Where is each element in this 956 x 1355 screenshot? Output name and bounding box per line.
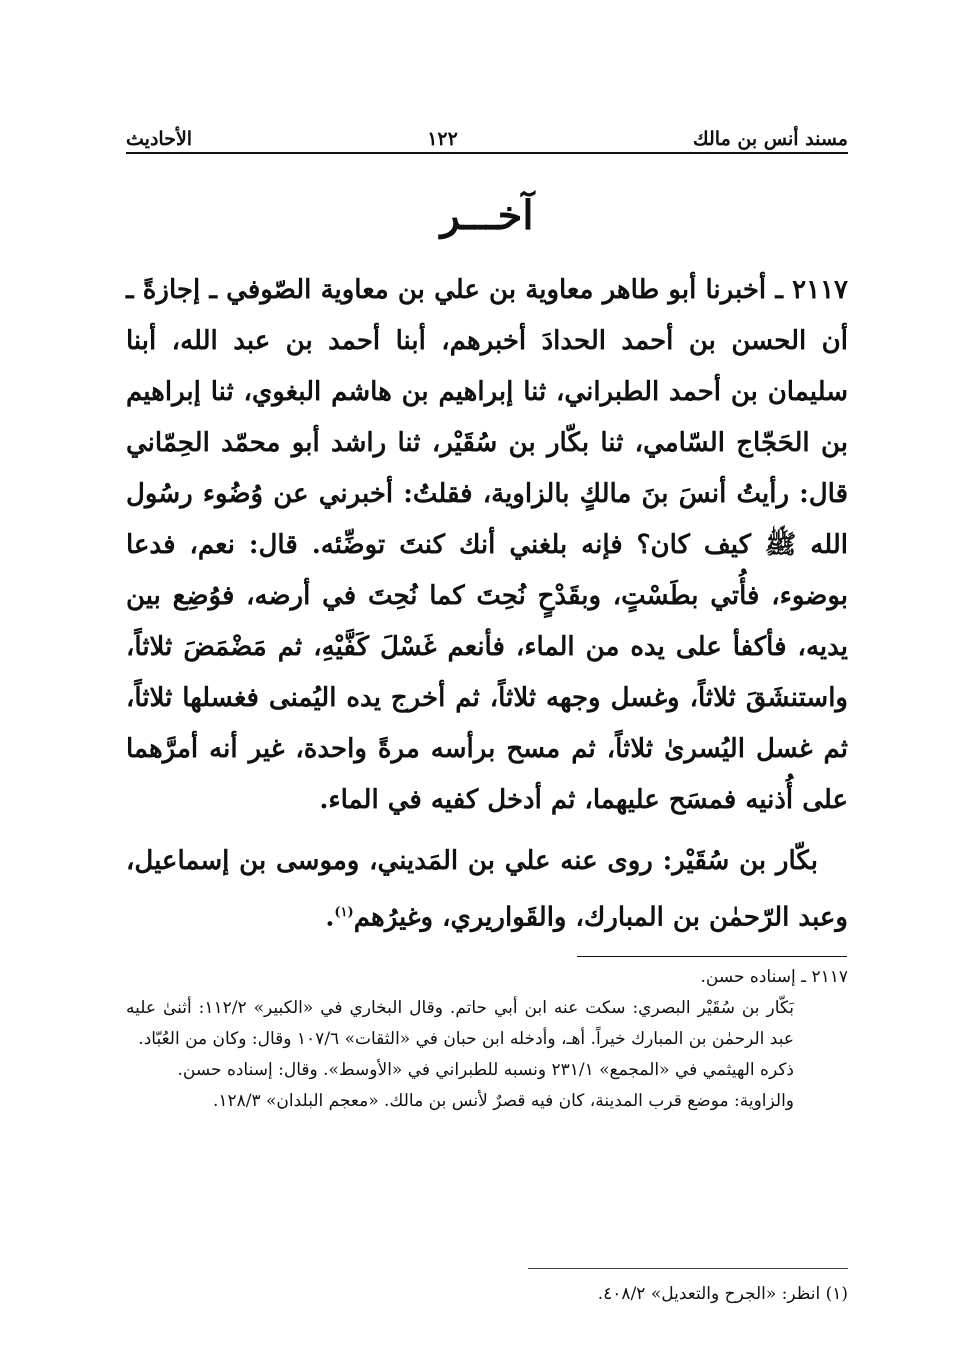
header-rule bbox=[126, 152, 848, 154]
footnote-reference: (١) bbox=[334, 905, 354, 920]
hadith-body bbox=[126, 265, 848, 944]
footnote bbox=[126, 1280, 848, 1308]
narrator-paragraph bbox=[126, 836, 848, 944]
hadith-number: ٢١١٧ bbox=[792, 275, 848, 305]
note-line: بَكّار بن سُقَيْر البصري: سكت عنه ابن أبي حاتم. وقال البخاري في «الكبير» ١١٢/٢: أثنىٰ عليه عبد الرحمٰن بن المبارك خيراً. أهـ، وأدخله ابن حبان في «الثقات» ١٠٧/٦ وقال: وكان من العُبّاد. bbox=[126, 998, 794, 1049]
note-grade: ـ إسناده حسن. bbox=[700, 967, 807, 987]
footnote-text: انظر: «الجرح والتعديل» ٤٠٨/٢. bbox=[597, 1284, 821, 1304]
hadith-notes bbox=[126, 962, 848, 1117]
running-header bbox=[126, 110, 848, 150]
footnote-marker: (١) bbox=[825, 1284, 848, 1304]
full-stop: . bbox=[325, 902, 335, 933]
book-title: مسند أنس بن مالك bbox=[693, 128, 848, 150]
footnote-rule bbox=[528, 1268, 848, 1269]
note-line: والزاوية: موضع قرب المدينة، كان فيه قصرٌ لأنس بن مالك. «معجم البلدان» ١٢٨/٣. bbox=[212, 1091, 794, 1111]
page-number: ١٢٢ bbox=[427, 128, 458, 150]
section-title: آخـــر bbox=[440, 192, 534, 239]
narrator-note: بكّار بن سُقَيْر: روى عنه علي بن المَديني، وموسى بن إسماعيل، وعبد الرّحمٰن بن المبارك، والقَواريري، وغيرُهم bbox=[126, 846, 848, 933]
hadith-paragraph bbox=[126, 265, 848, 826]
note-line: ذكره الهيثمي في «المجمع» ٢٣١/١ ونسبه للطبراني في «الأوسط». وقال: إسناده حسن. bbox=[177, 1060, 794, 1080]
section-name: الأحاديث bbox=[126, 128, 193, 150]
note-number: ٢١١٧ bbox=[811, 967, 848, 987]
notes-rule bbox=[577, 956, 847, 957]
hadith-text: ـ أخبرنا أبو طاهر معاوية بن علي بن معاوية الصّوفي ـ إجازةً ـ أن الحسن بن أحمد الحدادَ أخبرهم، أبنا أحمد بن عبد الله، أبنا سليمان بن أحمد الطبراني، ثنا إبراهيم بن هاشم البغوي، ثنا إبراهيم بن الحَجّاج السّامي، ثنا بكّار بن سُقَيْر، ثنا راشد أبو محمّد الحِمّاني قال: رأيتُ أنسَ بنَ مالكٍ بالزاوية، فقلتُ: أخبرني عن وُضُوء رسُول الله ﷺ كيف كان؟ فإنه بلغني أنك كنتَ توضِّئه. قال: نعم، فدعا بوضوء، فأُتي بطَسْتٍ، وبقَدْحٍ نُحِتَ كما نُحِتَ في أرضه، فوُضِع بين يديه، فأكفأ على يده من الماء، فأنعم غَسْلَ كَفَّيْهِ، ثم مَضْمَضَ ثلاثاً، واستنشَقَ ثلاثاً، وغسل وجهه ثلاثاً، ثم أخرج يده اليُمنى فغسلها ثلاثاً، ثم غسل اليُسرىٰ ثلاثاً، ثم مسح برأسه مرةً واحدة، غير أنه أمرَّهما على أُذنيه فمسَح عليهما، ثم أدخل كفيه في الماء. bbox=[126, 275, 848, 815]
note-grade-line bbox=[126, 962, 848, 993]
